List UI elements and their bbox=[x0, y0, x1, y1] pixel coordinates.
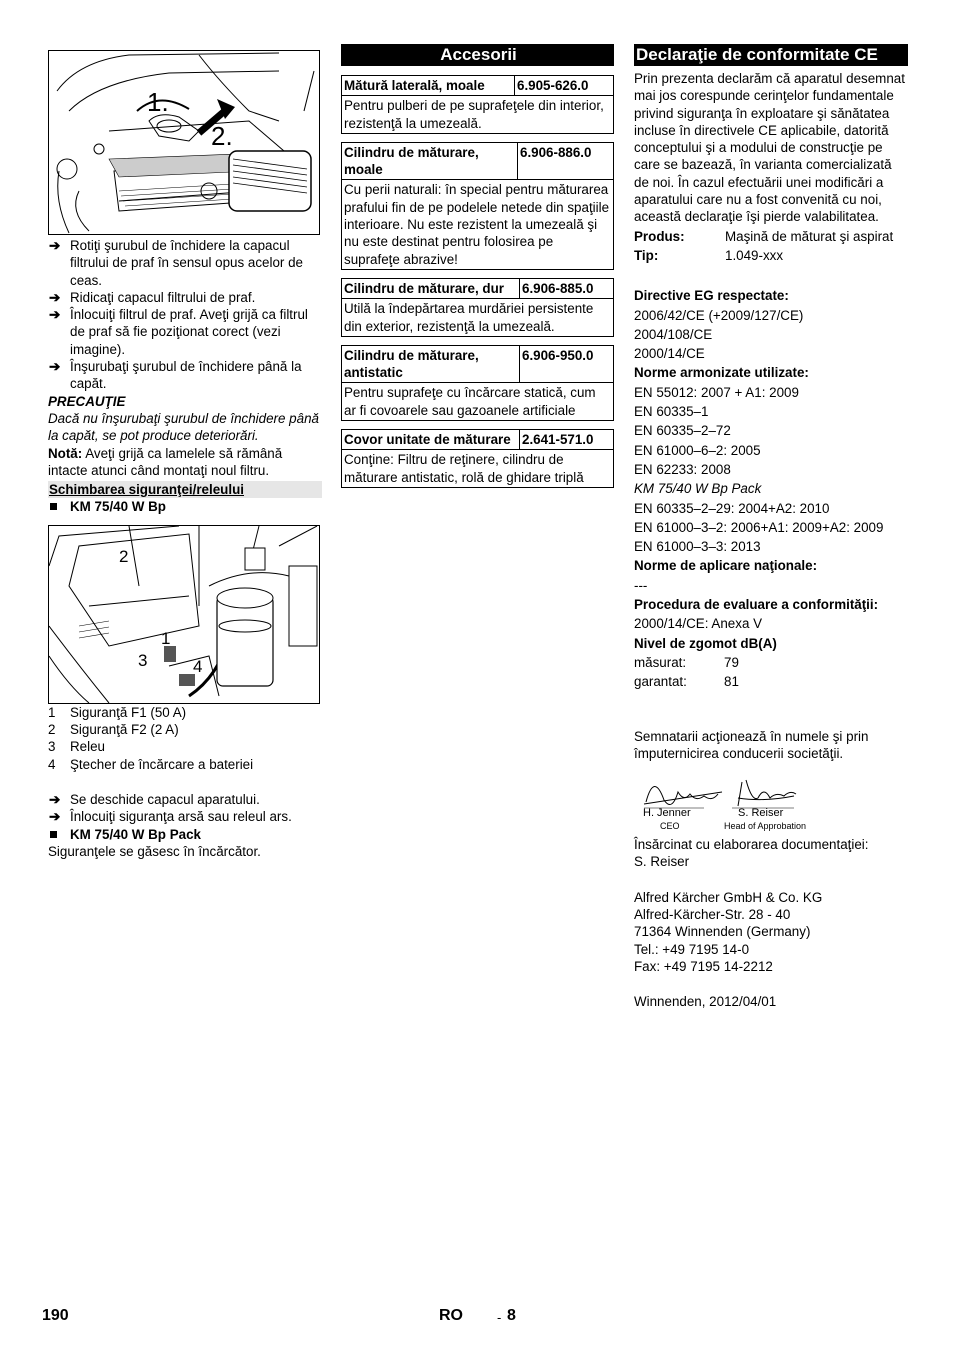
signatories-text: Semnatarii acţionează în numele şi prin împuternicirea conducerii societăţii. bbox=[634, 728, 869, 761]
address-line: Fax: +49 7195 14-2212 bbox=[634, 958, 773, 974]
square-bullet-icon bbox=[50, 503, 57, 510]
sig2-role: Head of Approbation bbox=[724, 821, 807, 832]
directive-item: 2000/14/CE bbox=[634, 346, 705, 362]
sig1-role: CEO bbox=[660, 821, 680, 832]
accessory-code: 6.906-885.0 bbox=[520, 278, 614, 298]
fuse-illustration bbox=[49, 526, 319, 703]
address-line: Alfred-Kärcher-Str. 28 - 40 bbox=[634, 906, 791, 922]
accessory-desc: Pentru suprafeţe cu încărcare statică, cum ar fi covoarele sau gazoanele artificiale bbox=[342, 383, 614, 421]
filter-steps bbox=[48, 237, 322, 393]
procedure-value: 2000/14/CE: Anexa V bbox=[634, 616, 763, 632]
list-item: ➔ Înlocuiţi filtrul de praf. Aveţi grijă ca filtrul de praf să fie poziţionat corect (vezi imagine). bbox=[49, 307, 308, 357]
accessory-desc: Utilă la îndepărtarea murdăriei persistente din exterior, rezistenţă la umezeală. bbox=[342, 299, 614, 337]
accessory-code: 6.906-886.0 bbox=[518, 142, 614, 180]
norm-item: EN 62233: 2008 bbox=[634, 461, 731, 477]
column-middle bbox=[341, 44, 614, 488]
list-item: ➔ Înşurubaţi şurubul de închidere până la capăt. bbox=[49, 359, 302, 392]
measured-row: măsurat: 79 bbox=[634, 654, 739, 670]
step-label-1: 1. bbox=[147, 87, 169, 117]
arrow-right-icon: ➔ bbox=[49, 289, 61, 305]
arrow-right-icon: ➔ bbox=[49, 359, 61, 375]
callout-4: 4 bbox=[193, 656, 203, 676]
footer-separator: - bbox=[497, 1310, 502, 1325]
column-right bbox=[634, 44, 908, 1010]
legend bbox=[48, 704, 322, 773]
accessory-code: 2.641-571.0 bbox=[520, 430, 614, 450]
caution-title: PRECAUŢIE bbox=[48, 393, 126, 409]
legend-item: 2 Siguranţă F2 (2 A) bbox=[48, 722, 179, 738]
address-line: Alfred Kärcher GmbH & Co. KG bbox=[634, 889, 823, 905]
sub-page-number: 8 bbox=[507, 1307, 516, 1324]
language-code: RO bbox=[439, 1307, 463, 1324]
model-heading: KM 75/40 W Bp Pack bbox=[48, 826, 322, 843]
address-line: Tel.: +49 7195 14-0 bbox=[634, 941, 750, 957]
legend-item: 1 Siguranţă F1 (50 A) bbox=[48, 704, 187, 720]
accessory-name: Covor unitate de măturare bbox=[342, 430, 520, 450]
accessory-item bbox=[341, 75, 614, 134]
arrow-right-icon: ➔ bbox=[49, 791, 61, 807]
subheading-fuse-relay: Schimbarea siguranţei/releului bbox=[48, 481, 322, 498]
column-left bbox=[48, 44, 322, 860]
procedure-title: Procedura de evaluare a conformităţii: bbox=[634, 597, 879, 613]
accessory-name: Cilindru de măturare, antistatic bbox=[342, 345, 520, 383]
directive-item: 2004/108/CE bbox=[634, 326, 713, 342]
accessory-code: 6.905-626.0 bbox=[515, 76, 614, 96]
guaranteed-row: garantat: 81 bbox=[634, 674, 739, 690]
declaration-intro: Prin prezenta declarăm că aparatul desemnat mai jos corespunde cerinţelor fundamentale privind siguranţa în exploatare şi sănătatea incluse în directivele CE aplicabile, datorită conceptului şi a modului de construcţie pe care se bazează, în varianta comercializată de noi. În cazul efectuării unei modificări a aparatului care nu a fost convenită cu noi, această declaraţie îşi pierde valabilitatea. bbox=[634, 71, 905, 225]
list-item: ➔ Rotiţi şurubul de închidere la capacul filtrului de praf în sensul opus acelor de ceas. bbox=[49, 238, 303, 288]
norm-item: EN 60335–2–72 bbox=[634, 423, 731, 439]
norms-title: Norme armonizate utilizate: bbox=[634, 365, 809, 381]
doc-label: Însărcinat cu elaborarea documentaţiei: bbox=[634, 837, 869, 853]
callout-2: 2 bbox=[119, 546, 129, 566]
norm-item: EN 61000–3–3: 2013 bbox=[634, 539, 761, 555]
list-item: ➔ Înlocuiţi siguranţa arsă sau releul ars. bbox=[49, 809, 292, 825]
arrow-right-icon: ➔ bbox=[49, 809, 61, 825]
signatures bbox=[634, 772, 908, 832]
accessory-item bbox=[341, 142, 614, 270]
national-value: --- bbox=[634, 577, 648, 593]
accessory-desc: Cu perii naturali: în special pentru măturarea prafului fin de pe podelele netede din spaţiile interioare. Nu este rezistent la umezeală şi nu este destinat pentru folosirea pe suprafeţe abrazive! bbox=[342, 180, 614, 269]
sig2-name: S. Reiser bbox=[738, 807, 784, 820]
step-label-2: 2. bbox=[211, 121, 233, 151]
legend-item: 4 Ştecher de încărcare a bateriei bbox=[48, 756, 254, 772]
product-row: Produs: Maşină de măturat şi aspirat bbox=[634, 228, 894, 244]
norm-item: EN 60335–2–29: 2004+A2: 2010 bbox=[634, 500, 830, 516]
type-row: Tip: 1.049-xxx bbox=[634, 247, 784, 263]
list-item: ➔ Ridicaţi capacul filtrului de praf. bbox=[49, 289, 256, 305]
accessory-desc: Pentru pulberi de pe suprafeţele din interior, rezistenţă la umezeală. bbox=[342, 96, 614, 134]
norm-item: EN 60335–1 bbox=[634, 404, 709, 420]
norms-model: KM 75/40 W Bp Pack bbox=[634, 481, 762, 497]
dust-filter-illustration bbox=[49, 51, 319, 234]
accessory-item bbox=[341, 278, 614, 337]
accessory-code: 6.906-950.0 bbox=[520, 345, 614, 383]
list-item: ➔ Se deschide capacul aparatului. bbox=[49, 791, 260, 807]
model-heading: KM 75/40 W Bp bbox=[48, 498, 322, 515]
caution-text: Dacă nu înşurubaţi şurubul de închidere până la capăt, se pot produce deteriorări. bbox=[48, 410, 319, 444]
callout-3: 3 bbox=[138, 650, 148, 670]
address-line: 71364 Winnenden (Germany) bbox=[634, 924, 811, 940]
directives-title: Directive EG respectate: bbox=[634, 288, 789, 304]
accessory-name: Cilindru de măturare, moale bbox=[342, 142, 518, 180]
accessory-name: Mătură laterală, moale bbox=[342, 76, 515, 96]
accessory-desc: Conţine: Filtru de reţinere, cilindru de măturare antistatic, rolă de ghidare triplă bbox=[342, 450, 614, 488]
arrow-right-icon: ➔ bbox=[49, 238, 61, 253]
arrow-right-icon: ➔ bbox=[49, 307, 61, 323]
final-text: Siguranţele se găsesc în încărcător. bbox=[48, 843, 261, 859]
place-date: Winnenden, 2012/04/01 bbox=[634, 994, 777, 1010]
norm-item: EN 61000–3–2: 2006+A1: 2009+A2: 2009 bbox=[634, 519, 884, 535]
note: Notă: Aveţi grijă ca lamelele să rămână intacte atunci când montaţi noul filtru. bbox=[48, 445, 283, 478]
directive-item: 2006/42/CE (+2009/127/CE) bbox=[634, 307, 804, 323]
callout-1: 1 bbox=[161, 628, 171, 648]
square-bullet-icon bbox=[50, 831, 57, 838]
national-title: Norme de aplicare naţionale: bbox=[634, 558, 818, 574]
doc-name: S. Reiser bbox=[634, 854, 690, 870]
declaration-title: Declaraţie de conformitate CE bbox=[634, 44, 908, 66]
page-number: 190 bbox=[42, 1307, 69, 1324]
accessories-title: Accesorii bbox=[341, 44, 614, 66]
sig1-name: H. Jenner bbox=[643, 807, 691, 820]
legend-item: 3 Releu bbox=[48, 739, 105, 755]
dust-filter-figure bbox=[48, 50, 320, 235]
accessory-name: Cilindru de măturare, dur bbox=[342, 278, 520, 298]
accessory-item bbox=[341, 429, 614, 488]
noise-title: Nivel de zgomot dB(A) bbox=[634, 635, 777, 651]
accessory-item bbox=[341, 345, 614, 421]
norm-item: EN 61000–6–2: 2005 bbox=[634, 442, 761, 458]
norm-item: EN 55012: 2007 + A1: 2009 bbox=[634, 384, 799, 400]
fuse-figure bbox=[48, 525, 320, 704]
